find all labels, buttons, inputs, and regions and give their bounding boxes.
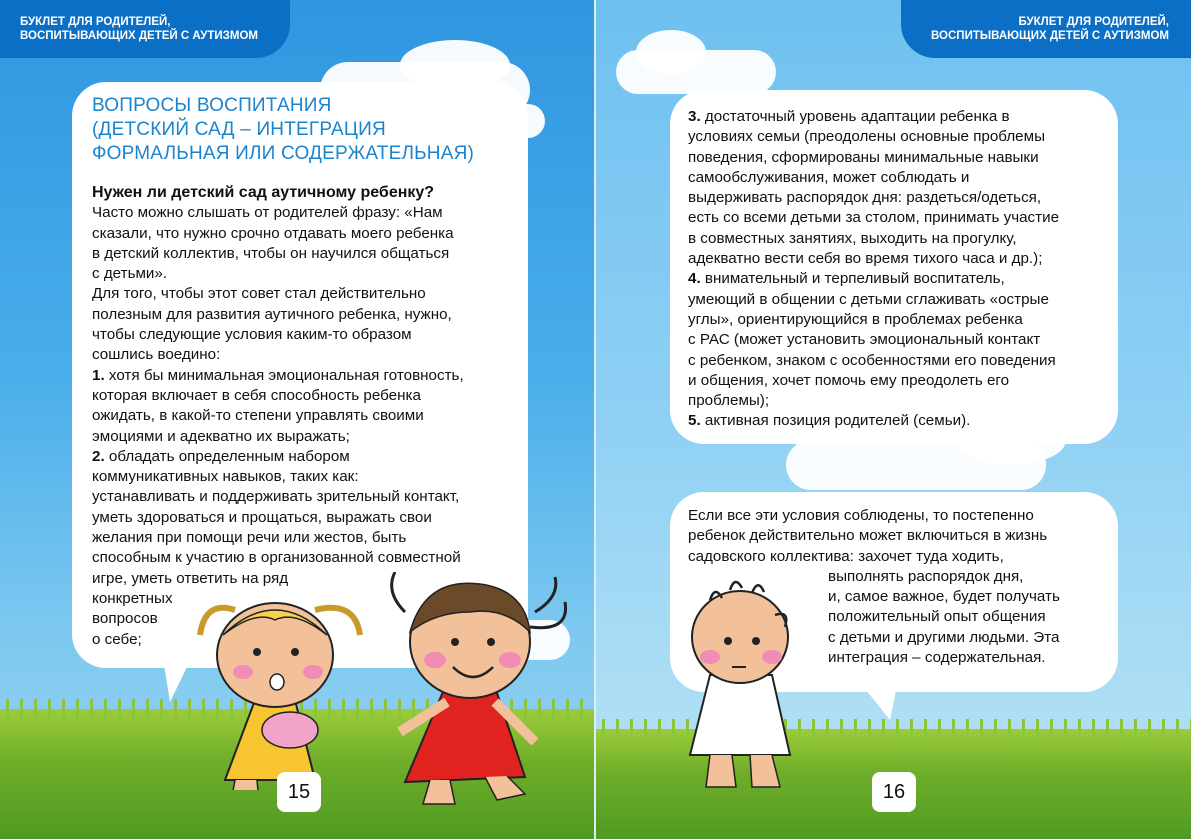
text-line: ожидать, в какой-то степени управлять своими bbox=[92, 407, 424, 425]
text-line: способным к участию в организованной совместной bbox=[92, 549, 461, 567]
list-item-5 bbox=[688, 411, 1100, 431]
text-line: адекватно вести себя во время тихого часа и др.); bbox=[688, 250, 1043, 268]
section-title bbox=[92, 94, 508, 166]
header-line-2: ВОСПИТЫВАЮЩИХ ДЕТЕЙ С АУТИЗМОМ bbox=[20, 30, 258, 42]
text-line: с детьми». bbox=[92, 265, 168, 283]
text-line: в совместных занятиях, выходить на прогулку, bbox=[688, 229, 1017, 247]
list-item-1 bbox=[92, 366, 508, 386]
item-number: 3. bbox=[688, 108, 701, 125]
text-line: самообслуживания, может соблюдать и bbox=[688, 168, 970, 186]
page-number: 16 bbox=[872, 772, 916, 812]
text-line: с РАС (может установить эмоциональный контакт bbox=[688, 331, 1041, 349]
text-line: есть со всеми детьми за столом, принимать участие bbox=[688, 209, 1060, 227]
list-item-4 bbox=[688, 269, 1100, 289]
header-line-2: ВОСПИТЫВАЮЩИХ ДЕТЕЙ С АУТИЗМОМ bbox=[931, 30, 1169, 42]
list-item-2 bbox=[92, 447, 508, 467]
text-line: эмоциями и адекватно их выражать; bbox=[92, 427, 350, 445]
text-line: уметь здороваться и прощаться, выражать свои bbox=[92, 508, 432, 526]
left-page bbox=[0, 0, 594, 839]
text-line: и, самое важное, будет получать bbox=[828, 588, 1060, 606]
text-line: выполнять распорядок дня, bbox=[828, 567, 1024, 585]
booklet-header bbox=[0, 0, 290, 58]
header-line-1: БУКЛЕТ ДЛЯ РОДИТЕЛЕЙ, bbox=[1018, 16, 1169, 28]
text-line: Если все эти условия соблюдены, то постепенно bbox=[688, 507, 1034, 524]
text-line: игре, уметь ответить на ряд bbox=[92, 569, 289, 587]
text-line: интеграция – содержательная. bbox=[828, 649, 1046, 667]
text-line: садовского коллектива: захочет туда ходить, bbox=[688, 547, 1004, 565]
title-line: (ДЕТСКИЙ САД – ИНТЕГРАЦИЯ bbox=[92, 119, 386, 140]
body-text bbox=[688, 107, 1100, 432]
text-line: с детьми и другими людьми. Эта bbox=[828, 628, 1060, 646]
text-line: в детский коллектив, чтобы он научился общаться bbox=[92, 244, 450, 262]
text-line: умеющий в общении с детьми сглаживать «острые bbox=[688, 290, 1049, 308]
text-line: устанавливать и поддерживать зрительный контакт, bbox=[92, 488, 460, 506]
text-line: Для того, чтобы этот совет стал действительно bbox=[92, 285, 426, 303]
text-line: Часто можно слышать от родителей фразу: «Нам bbox=[92, 204, 443, 222]
text-bubble bbox=[670, 90, 1118, 444]
text-line: сошлись воедино: bbox=[92, 346, 221, 364]
title-line: ФОРМАЛЬНАЯ ИЛИ СОДЕРЖАТЕЛЬНАЯ) bbox=[92, 143, 475, 164]
cloud bbox=[636, 30, 706, 74]
text-line: ребенок действительно может включиться в жизнь bbox=[688, 527, 1048, 545]
text-line: о себе; bbox=[92, 630, 142, 648]
page-number: 15 bbox=[277, 772, 321, 812]
text-line: полезным для развития аутичного ребенка, нужно, bbox=[92, 305, 452, 323]
text-line: активная позиция родителей (семьи). bbox=[700, 412, 971, 430]
text-line: вопросов bbox=[92, 610, 158, 628]
text-line: внимательный и терпеливый воспитатель, bbox=[700, 270, 1005, 288]
text-line: конкретных bbox=[92, 589, 173, 607]
item-number: 2. bbox=[92, 447, 105, 465]
list-item-3 bbox=[688, 107, 1100, 127]
item-number: 5. bbox=[688, 412, 701, 430]
girl-in-red-dress-illustration bbox=[385, 572, 575, 812]
text-line: достаточный уровень адаптации ребенка в bbox=[700, 108, 1010, 125]
text-line: сказали, что нужно срочно отдавать моего ребенка bbox=[92, 224, 454, 242]
item-number: 4. bbox=[688, 270, 701, 288]
text-line: хотя бы минимальная эмоциональная готовность, bbox=[104, 366, 464, 384]
text-line: условиях семьи (преодолены основные проблемы bbox=[688, 128, 1045, 146]
text-line: чтобы следующие условия каким-то образом bbox=[92, 326, 412, 344]
text-line: коммуникативных навыков, таких как: bbox=[92, 468, 359, 486]
item-number: 1. bbox=[92, 366, 105, 384]
text-line: поведения, сформированы минимальные навыки bbox=[688, 148, 1039, 166]
text-line: обладать определенным набором bbox=[104, 447, 350, 465]
text-line: положительный опыт общения bbox=[828, 608, 1046, 626]
text-line: выдерживать распорядок дня: раздеться/одеться, bbox=[688, 189, 1042, 207]
girl-with-pigtails-illustration bbox=[195, 580, 385, 790]
booklet-header bbox=[901, 0, 1191, 58]
text-line: углы», ориентирующийся в проблемах ребенка bbox=[688, 310, 1023, 328]
text-line: и общения, хочет помочь ему преодолеть его bbox=[688, 371, 1010, 389]
title-line: ВОПРОСЫ ВОСПИТАНИЯ bbox=[92, 95, 332, 116]
header-line-1: БУКЛЕТ ДЛЯ РОДИТЕЛЕЙ, bbox=[20, 16, 171, 28]
text-line: которая включает в себя способность ребенка bbox=[92, 386, 421, 404]
text-line: проблемы); bbox=[688, 392, 770, 410]
question-heading: Нужен ли детский сад аутичному ребенку? bbox=[92, 184, 435, 201]
text-line: с ребенком, знаком с особенностями его поведения bbox=[688, 351, 1056, 369]
child-in-white-shirt-illustration bbox=[680, 575, 810, 805]
text-line: желания при помощи речи или жестов, быть bbox=[92, 529, 407, 547]
